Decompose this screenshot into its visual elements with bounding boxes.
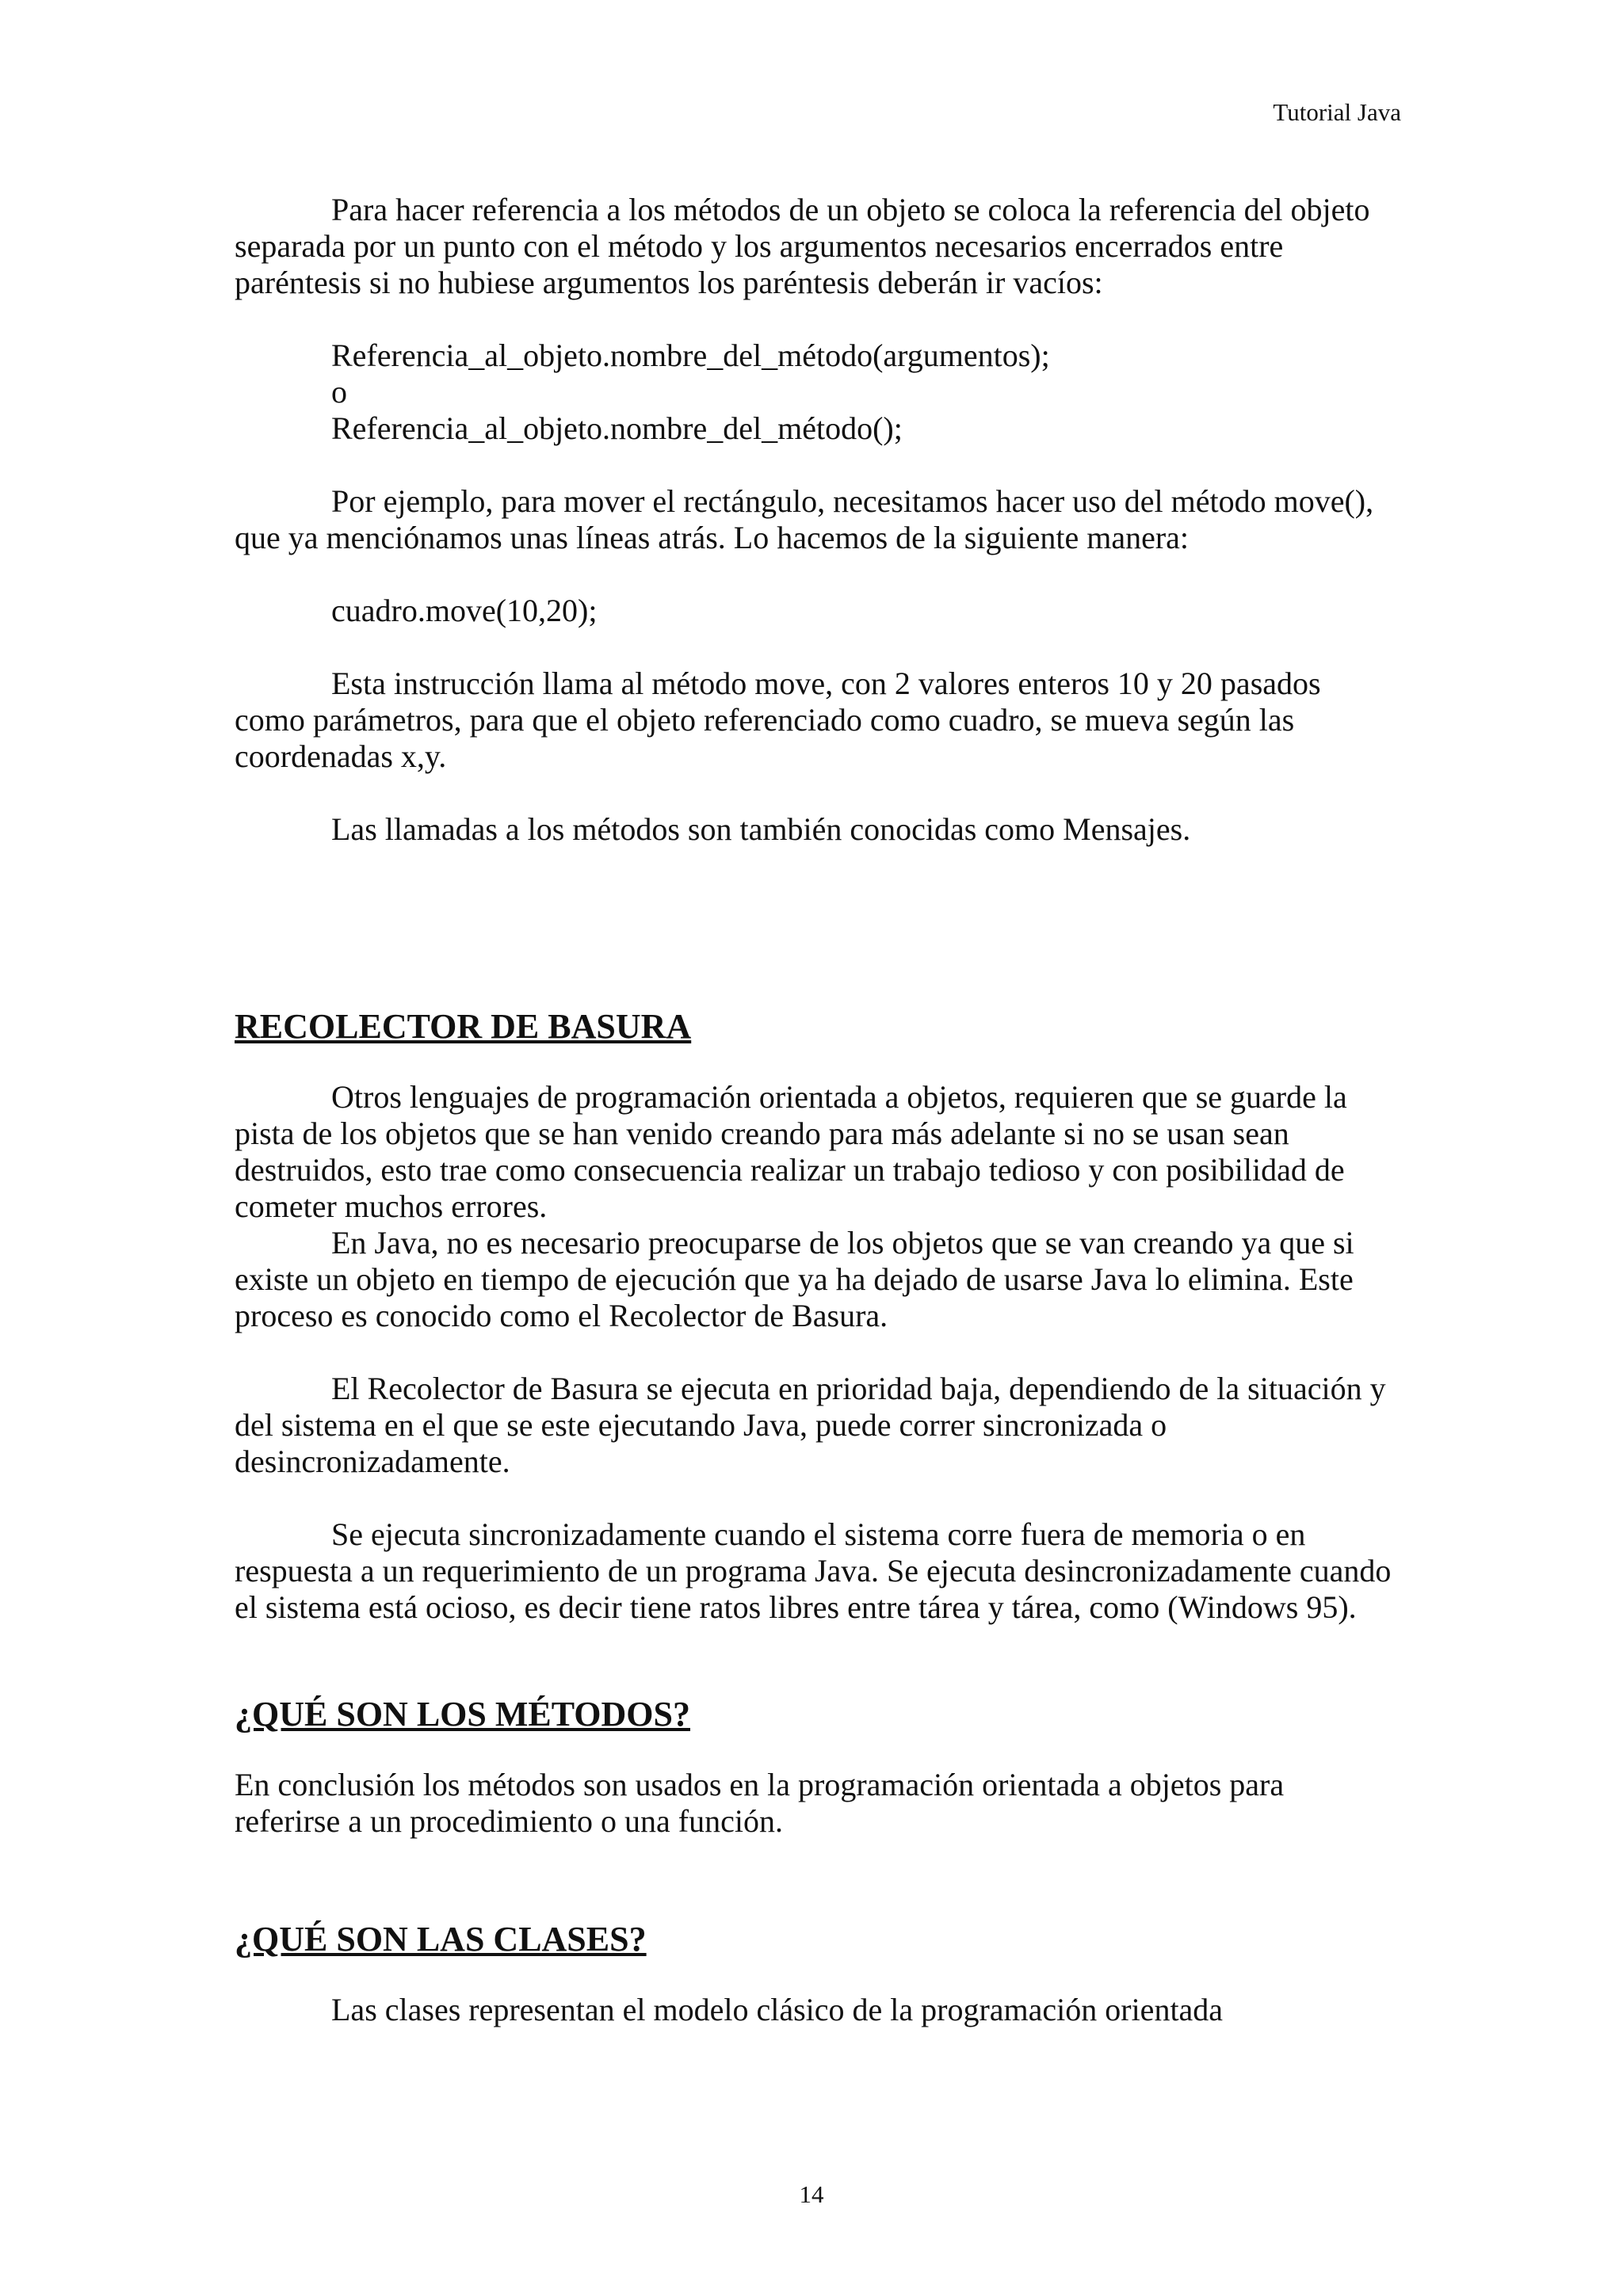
paragraph-methods-conclusion: En conclusión los métodos son usados en la programación orientada a objetos para referirse a un procedimiento o una función. — [235, 1767, 1285, 1839]
spacer — [235, 1626, 1392, 1694]
spacer — [235, 447, 1392, 483]
spacer — [235, 1735, 1392, 1767]
code-example-or: o — [331, 374, 347, 410]
paragraph-other-languages: Otros lenguajes de programación orientada a objetos, requieren que se guarde la pista de los objetos que se han venido creando para más adelante si no se usan sean destruidos, esto trae como consecuencia realizar un trabajo tedioso y con posibilidad de cometer muchos errores. — [235, 1079, 1347, 1224]
section-heading-methods: ¿QUÉ SON LOS MÉTODOS? — [235, 1695, 690, 1733]
spacer — [235, 848, 1392, 1006]
spacer — [235, 301, 1392, 338]
spacer — [235, 775, 1392, 811]
page-number: 14 — [799, 2180, 824, 2208]
spacer — [235, 556, 1392, 593]
paragraph-gc-sync: Se ejecuta sincronizadamente cuando el sistema corre fuera de memoria o en respuesta a un requerimiento de un programa Java. Se ejecuta desincronizadamente cuando el sistema está ocioso, es decir tiene ratos libres entre tárea y tárea, como (Windows 95). — [235, 1516, 1392, 1625]
paragraph-method-reference: Para hacer referencia a los métodos de un objeto se coloca la referencia del objeto separada por un punto con el método y los argumentos necesarios encerrados entre paréntesis si no hubiese argumentos los paréntesis deberán ir vacíos: — [235, 192, 1370, 300]
spacer — [235, 1480, 1392, 1516]
paragraph-move-example: Por ejemplo, para mover el rectángulo, necesitamos hacer uso del método move(), que ya menciónamos unas líneas atrás. Lo hacemos de la siguiente manera: — [235, 483, 1374, 555]
code-example-with-args: Referencia_al_objeto.nombre_del_método(argumentos); — [331, 338, 1050, 373]
code-example-no-args: Referencia_al_objeto.nombre_del_método(); — [331, 410, 903, 446]
running-header: Tutorial Java — [1273, 98, 1401, 126]
section-heading-classes: ¿QUÉ SON LAS CLASES? — [235, 1920, 647, 1958]
paragraph-messages: Las llamadas a los métodos son también conocidas como Mensajes. — [331, 811, 1191, 847]
paragraph-gc-priority: El Recolector de Basura se ejecuta en prioridad baja, dependiendo de la situación y del sistema en el que se este ejecutando Java, puede correr sincronizada o desincronizadamente. — [235, 1371, 1386, 1479]
spacer — [235, 1840, 1392, 1919]
section-heading-garbage-collector: RECOLECTOR DE BASURA — [235, 1007, 692, 1046]
paragraph-move-explanation: Esta instrucción llama al método move, con 2 valores enteros 10 y 20 pasados como parámetros, para que el objeto referenciado como cuadro, se mueva según las coordenadas x,y. — [235, 666, 1321, 774]
paragraph-classes-intro: Las clases representan el modelo clásico de la programación orientada — [331, 1992, 1224, 2027]
page-body — [235, 192, 1392, 2028]
spacer — [235, 1960, 1392, 1992]
paragraph-java-gc: En Java, no es necesario preocuparse de los objetos que se van creando ya que si existe un objeto en tiempo de ejecución que ya ha dejado de usarse Java lo elimina. Este proceso es conocido como el Recolector de Basura. — [235, 1225, 1354, 1333]
spacer — [235, 1047, 1392, 1079]
spacer — [235, 1334, 1392, 1371]
spacer — [235, 629, 1392, 666]
code-example-move: cuadro.move(10,20); — [331, 593, 598, 628]
